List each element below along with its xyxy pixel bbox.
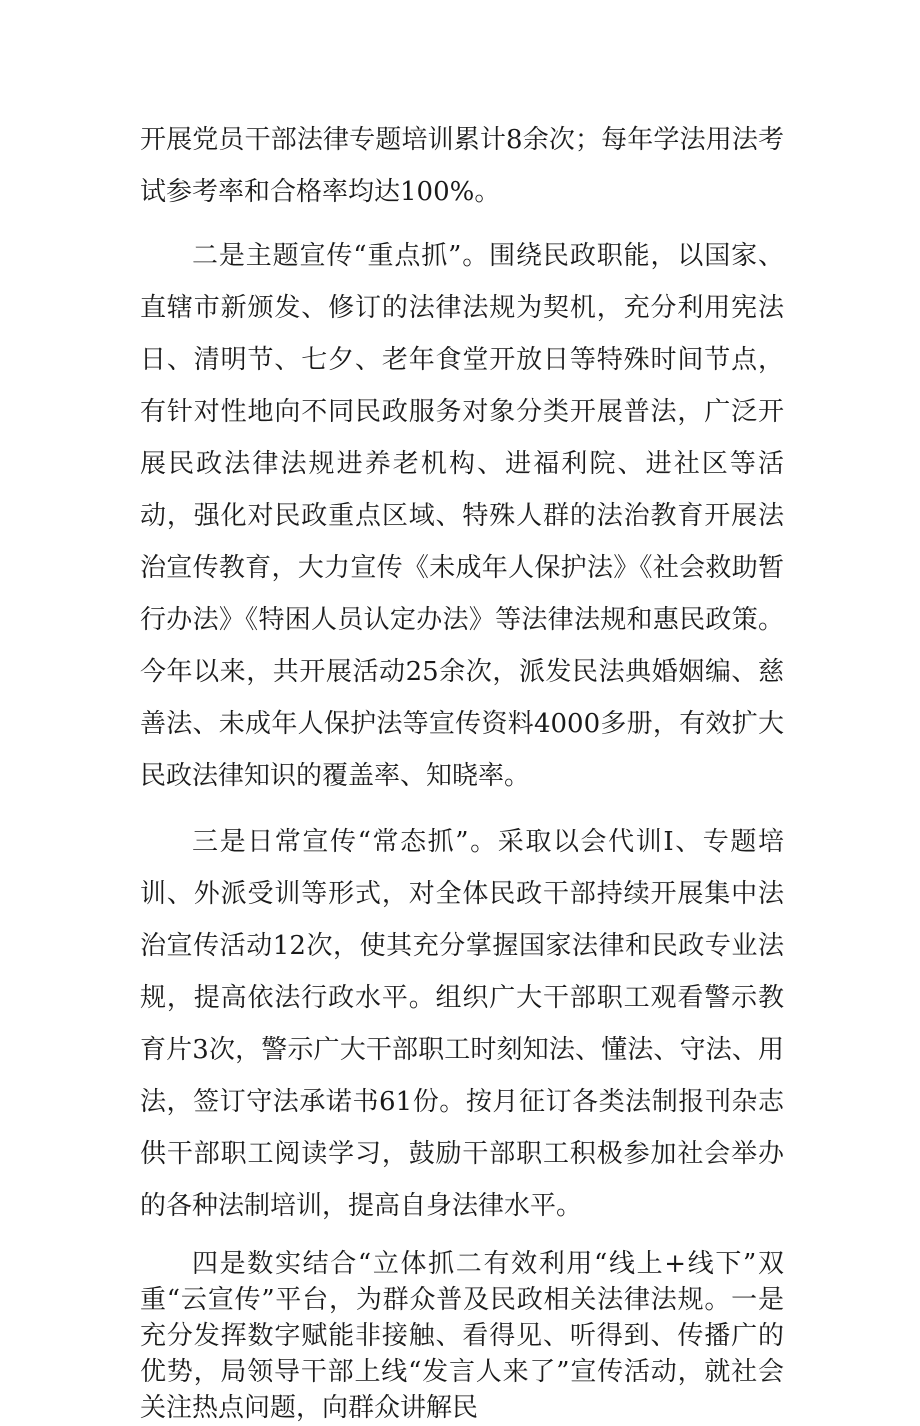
paragraph-digital-publicity: 四是数实结合“立体抓二有效利用“线上+线下”双重“云宣传”平台，为群众普及民政相关法律法规。一是充分发挥数字赋能非接触、看得见、听得到、传播广的优势，局领导干部上线“发言人来了”宣传活动，就社会关注热点问题，向群众讲解民 [140,1249,784,1423]
paragraph-continuation: 开展党员干部法律专题培训累计8余次；每年学法用法考试参考率和合格率均达100%。 [140,125,784,207]
paragraph-daily-publicity: 三是日常宣传“常态抓”。采取以会代训I、专题培训、外派受训等形式，对全体民政干部持续开展集中法治宣传活动12次，使其充分掌握国家法律和民政专业法规，提高依法行政水平。组织广大干部职工观看警示教育片3次，警示广大干部职工时刻知法、懂法、守法、用法，签订守法承诺书61份。按月征订各类法制报刊杂志供干部职工阅读学习，鼓励干部职工积极参加社会举办的各种法制培训，提高自身法律水平。 [140,827,784,1221]
paragraph-theme-publicity: 二是主题宣传“重点抓”。围绕民政职能，以国家、直辖市新颁发、修订的法律法规为契机，充分利用宪法日、清明节、七夕、老年食堂开放日等特殊时间节点，有针对性地向不同民政服务对象分类开展普法，广泛开展民政法律法规进养老机构、进福利院、进社区等活动，强化对民政重点区域、特殊人群的法治教育开展法治宣传教育，大力宣传《未成年人保护法》《社会救助暂行办法》《特困人员认定办法》等法律法规和惠民政策。今年以来，共开展活动25余次，派发民法典婚姻编、慈善法、未成年人保护法等宣传资料4000多册，有效扩大民政法律知识的覆盖率、知晓率。 [140,241,784,791]
document-body [140,114,784,1426]
